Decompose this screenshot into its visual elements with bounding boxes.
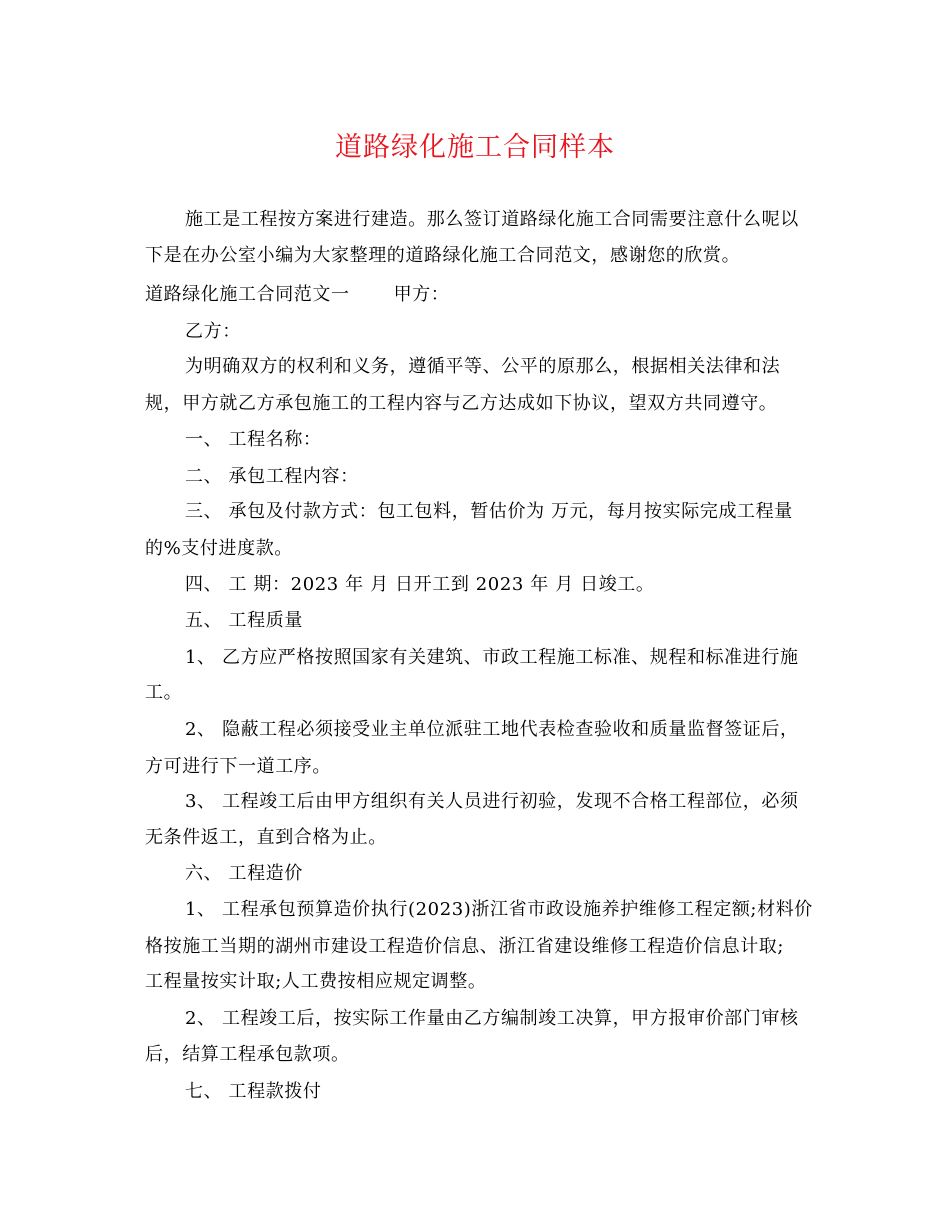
paragraph-line: 下是在办公室小编为大家整理的道路绿化施工合同范文，感谢您的欣赏。 (145, 245, 741, 266)
paragraph-line: 3、 工程竣工后由甲方组织有关人员进行初验，发现不合格工程部位，必须 (185, 791, 799, 812)
paragraph-line: 格按施工当期的湖州市建设工程造价信息、浙江省建设维修工程造价信息计取; (145, 936, 785, 957)
paragraph-line: 四、 工 期：2023 年 月 日开工到 2023 年 月 日竣工。 (185, 574, 655, 595)
paragraph-line: 后，结算工程承包款项。 (145, 1044, 350, 1065)
paragraph-line: 1、 乙方应严格按照国家有关建筑、市政工程施工标准、规程和标准进行施 (185, 647, 799, 668)
paragraph-line: 工程量按实计取;人工费按相应规定调整。 (145, 971, 487, 992)
clause-heading: 二、 承包工程内容： (185, 466, 359, 487)
clause-heading: 五、 工程质量 (185, 610, 303, 631)
clause-heading: 六、 工程造价 (185, 863, 303, 884)
paragraph-line: 1、 工程承包预算造价执行(2023)浙江省市政设施养护维修工程定额;材料价 (185, 899, 813, 920)
paragraph-line: 工。 (145, 682, 183, 703)
paragraph-line: 无条件返工，直到合格为止。 (145, 827, 387, 848)
party-a-label: 甲方： (393, 284, 450, 305)
paragraph-line: 2、 工程竣工后，按实际工作量由乙方编制竣工决算，甲方报审价部门审核 (185, 1008, 799, 1029)
paragraph-line: 2、 隐蔽工程必须接受业主单位派驻工地代表检查验收和质量监督签证后， (185, 719, 799, 740)
paragraph-line: 的%支付进度款。 (145, 538, 293, 559)
paragraph-line (145, 283, 449, 307)
paragraph-line: 施工是工程按方案进行建造。那么签订道路绿化施工合同需要注意什么呢以 (185, 209, 799, 230)
paragraph-line: 规，甲方就乙方承包施工的工程内容与乙方达成如下协议，望双方共同遵守。 (145, 393, 778, 414)
paragraph-line: 方可进行下一道工序。 (145, 756, 331, 777)
party-b-label: 乙方： (185, 321, 241, 342)
clause-heading: 七、 工程款拨付 (185, 1081, 322, 1102)
document-title: 道路绿化施工合同样本 (335, 132, 615, 163)
clause-heading: 一、 工程名称： (185, 429, 322, 450)
paragraph-line: 为明确双方的权利和义务，遵循平等、公平的原那么，根据相关法律和法 (185, 356, 781, 377)
paragraph-line: 三、 承包及付款方式：包工包料，暂估价为 万元，每月按实际完成工程量 (185, 501, 793, 522)
section-heading: 道路绿化施工合同范文一 (145, 284, 350, 305)
